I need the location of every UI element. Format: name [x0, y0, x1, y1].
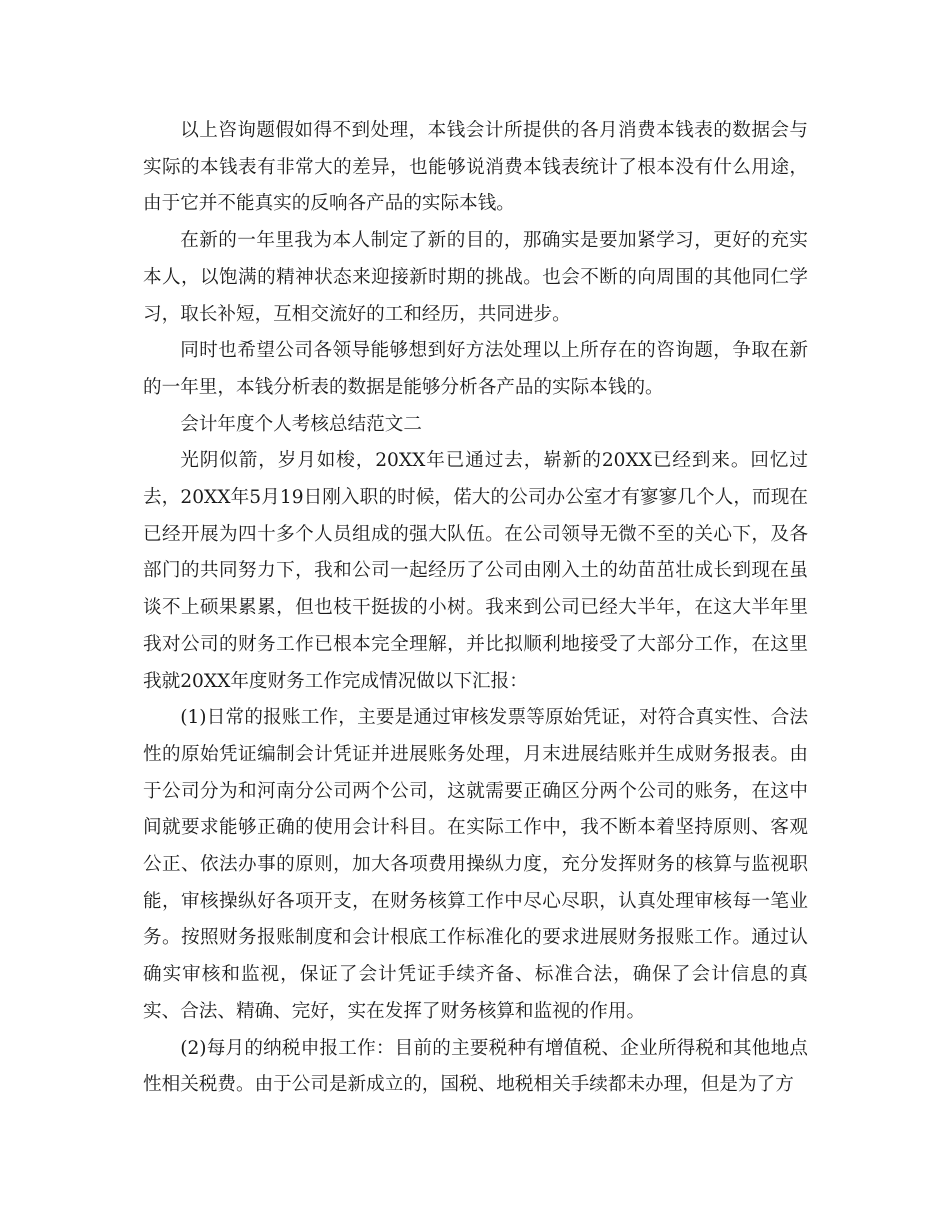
paragraph-hope-leaders: 同时也希望公司各领导能够想到好方法处理以上所存在的咨询题，争取在新的一年里，本钱分析表的数据是能够分析各产品的实际本钱的。	[143, 340, 808, 398]
paragraph-daily-reimbursement: (1)日常的报账工作，主要是通过审核发票等原始凭证，对符合真实性、合法性的原始凭证编制会计凭证并进展账务处理，月末进展结账并生成财务报表。由于公司分为和河南分公司两个公司，这就需要正确区分两个公司的账务，在这中间就要求能够正确的使用会计科目。在实际工作中，我不断本着坚持原则、客观公正、依法办事的原则，加大各项费用操纵力度，充分发挥财务的核算与监视职能，审核操纵好各项开支，在财务核算工作中尽心尽职，认真处理审核每一笔业务。按照财务报账制度和会计根底工作标准化的要求进展财务报账工作。通过认确实审核和监视，保证了会计凭证手续齐备、标准合法，确保了会计信息的真实、合法、精确、完好，实在发挥了财务核算和监视的作用。	[143, 707, 808, 1022]
paragraph-cost-issue: 以上咨询题假如得不到处理，本钱会计所提供的各月消费本钱表的数据会与实际的本钱表有非常大的差异，也能够说消费本钱表统计了根本没有什么用途，由于它并不能真实的反响各产品的实际本钱。	[143, 120, 808, 215]
document-body	[143, 113, 808, 1104]
section-heading: 会计年度个人考核总结范文二	[180, 413, 422, 435]
paragraph-review: 光阴似箭，岁月如梭，20XX年已通过去，崭新的20XX已经到来。回忆过去，20XX年5月19日刚入职的时候，偌大的公司办公室才有寥寥几个人，而现在已经开展为四十多个人员组成的强大队伍。在公司领导无微不至的关心下，及各部门的共同努力下，我和公司一起经历了公司由刚入土的幼苗茁壮成长到现在虽谈不上硕果累累，但也枝干挺拔的小树。我来到公司已经大半年，在这大半年里我对公司的财务工作已根本完全理解，并比拟顺利地接受了大部分工作，在这里我就20XX年度财务工作完成情况做以下汇报：	[143, 450, 808, 692]
paragraph-tax-filing: (2)每月的纳税申报工作：目前的主要税种有增值税、企业所得税和其他地点性相关税费。由于公司是新成立的，国税、地税相关手续都未办理，但是为了方	[143, 1037, 808, 1096]
paragraph-new-year-goal: 在新的一年里我为本人制定了新的目的，那确实是要加紧学习，更好的充实本人，以饱满的精神状态来迎接新时期的挑战。也会不断的向周围的其他同仁学习，取长补短，互相交流好的工和经历，共同进步。	[143, 230, 808, 325]
